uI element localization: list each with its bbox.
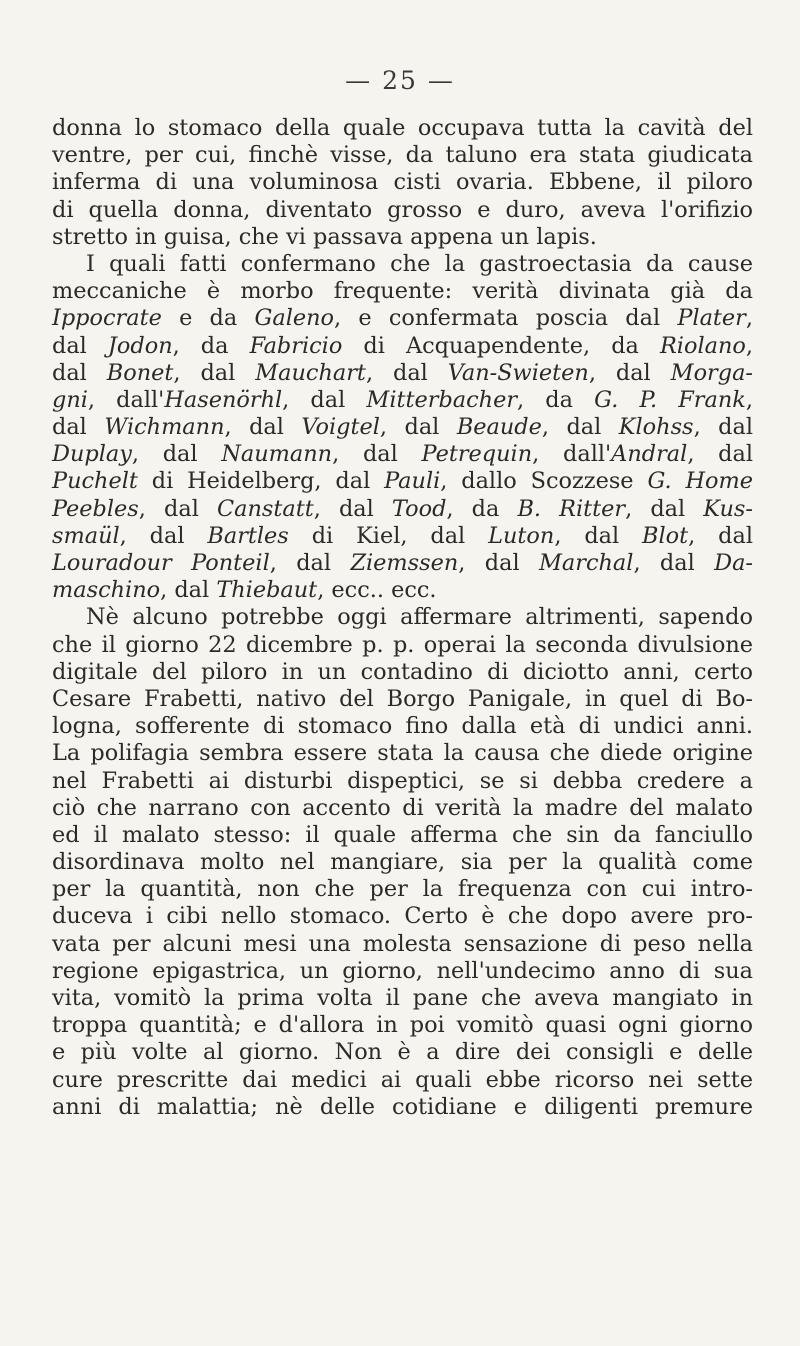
text-segment: , dal [588, 359, 671, 386]
text-segment: disordinava molto nel mangiare, sia per la qualità come [52, 849, 753, 876]
text-line [52, 577, 753, 604]
cited-author: B. Ritter [517, 495, 626, 522]
cited-author: Thiebaut [216, 577, 318, 604]
cited-author: gni [52, 386, 88, 413]
text-segment: , dal [138, 495, 217, 522]
text-line [52, 686, 753, 713]
text-line [52, 604, 753, 631]
text-segment: , dal [379, 414, 457, 441]
cited-author: Duplay [52, 441, 132, 468]
text-line [52, 468, 753, 495]
cited-author: Naumann [221, 441, 333, 468]
text-segment: duceva i cibi nello stomaco. Certo è che dopo avere pro- [52, 903, 753, 930]
text-line [52, 142, 753, 169]
text-line [52, 849, 753, 876]
cited-author: Louradour Ponteil [52, 550, 270, 576]
text-line [52, 958, 753, 985]
text-line [52, 414, 753, 441]
text-segment: , dal [365, 359, 448, 386]
text-segment: digitale del piloro in un contadino di diciotto anni, certo [52, 658, 753, 685]
text-segment: anni di malattia; nè delle cotidiane e diligenti premure [52, 1093, 753, 1120]
text-line [52, 251, 753, 278]
text-segment: , dal [687, 441, 754, 468]
cited-author: Andral [611, 441, 688, 468]
cited-author: Galeno [254, 305, 335, 332]
cited-author: Morga- [670, 359, 753, 386]
text-line [52, 278, 753, 305]
text-segment: , dal [119, 522, 208, 549]
paragraph [52, 604, 753, 1121]
text-line [52, 333, 753, 360]
text-line [52, 441, 753, 468]
paragraph [52, 115, 753, 251]
text-line [52, 1067, 753, 1094]
text-line [52, 822, 753, 849]
text-segment: , dallo Scozzese [440, 468, 648, 495]
text-line [52, 387, 753, 414]
cited-author: Van-Swieten [447, 359, 589, 386]
text-segment: Cesare Frabetti, nativo del Borgo Panigale, in quel di Bo- [52, 685, 753, 712]
text-segment: di Heidelberg, dal [137, 468, 385, 495]
text-segment: di quella donna, diventato grosso e duro, aveva l'orifizio [52, 196, 753, 223]
cited-author: Plater [677, 305, 746, 332]
text-segment: , dall' [532, 441, 612, 468]
cited-author: Klohss [618, 414, 694, 441]
cited-author: Marchal [538, 550, 634, 576]
text-line [52, 360, 753, 387]
text-segment: La polifagia sembra essere stata la causa che diede origine [52, 740, 753, 767]
text-segment: , [745, 332, 753, 359]
text-segment: , dal [313, 495, 392, 522]
text-line [52, 931, 753, 958]
text-segment: di Acquapendente, da [342, 332, 660, 359]
cited-author: Ziemssen [350, 550, 459, 576]
text-segment: , dal [688, 522, 753, 549]
text-line [52, 1012, 753, 1039]
text-segment: , [745, 386, 753, 413]
text-segment: dal [52, 359, 107, 386]
text-segment: nel Frabetti ai disturbi dispeptici, se si debba credere a [52, 767, 753, 794]
text-segment: di Kiel, dal [288, 522, 489, 549]
text-line [52, 768, 753, 795]
cited-author: Mitterbacher [366, 386, 518, 413]
cited-author: Canstatt [216, 495, 314, 522]
text-segment: meccaniche è morbo frequente: verità divinata già da [52, 278, 753, 305]
cited-author: Voigtel [301, 414, 380, 441]
text-line [52, 197, 753, 224]
text-segment: ed il malato stesso: il quale afferma che sin da fanciullo [52, 821, 753, 848]
cited-author: Riolano [659, 332, 746, 359]
cited-author: Peebles [52, 495, 139, 522]
text-segment: , dal [633, 550, 715, 576]
cited-author: Jodon [107, 332, 173, 359]
cited-author: Tood [391, 495, 447, 522]
text-segment: ciò che narrano con accento di verità la madre del malato [52, 794, 753, 821]
cited-author: Kus- [703, 495, 753, 522]
text-segment: e più volte al giorno. Non è a dire dei consigli e delle [52, 1039, 753, 1066]
text-segment: , dal [224, 414, 302, 441]
text-line [52, 1039, 753, 1066]
text-segment: , dal [332, 441, 422, 468]
text-segment: I quali fatti confermano che la gastroectasia da cause [86, 250, 753, 277]
text-line [52, 169, 753, 196]
text-segment: , dal [541, 414, 619, 441]
cited-author: Luton [488, 522, 555, 549]
text-segment: , dal [693, 414, 753, 441]
cited-author: smaül [52, 522, 120, 549]
text-line [52, 523, 753, 550]
text-segment: dal [52, 332, 108, 359]
page-number: — 25 — [345, 66, 455, 95]
text-segment: cure prescritte dai medici ai quali ebbe ricorso nei sette [52, 1066, 753, 1093]
paragraph [52, 251, 753, 604]
text-segment: ventre, per cui, finchè visse, da taluno era stata giudicata [52, 142, 753, 169]
cited-author: Beaude [456, 414, 542, 441]
text-line [52, 305, 753, 332]
cited-author: Da- [714, 550, 753, 576]
text-segment: Nè alcuno potrebbe oggi affermare altrimenti, sapendo [86, 604, 753, 631]
text-line [52, 985, 753, 1012]
text-segment: , dal [458, 550, 539, 576]
text-line [52, 876, 753, 903]
cited-author: Ippocrate [52, 305, 162, 332]
cited-author: Petrequin [421, 441, 533, 468]
text-segment: che il giorno 22 dicembre p. p. operai la seconda divulsione [52, 631, 753, 658]
text-segment: , dall' [87, 386, 165, 413]
cited-author: Fabricio [249, 332, 343, 359]
text-segment: , ecc.. ecc. [317, 577, 437, 604]
cited-author: Bartles [207, 522, 289, 549]
text-line [52, 224, 753, 251]
cited-author: Bonet [106, 359, 174, 386]
text-segment: inferma di una voluminosa cisti ovaria. Ebbene, il piloro [52, 169, 753, 196]
text-line [52, 1094, 753, 1121]
cited-author: Wichmann [104, 414, 225, 441]
text-line [52, 115, 753, 142]
text-segment: , dal [160, 577, 217, 604]
text-segment: dal [52, 414, 105, 441]
cited-author: Pauli [384, 468, 441, 495]
text-segment: , dal [282, 386, 367, 413]
text-segment: , e confermata poscia dal [334, 305, 678, 332]
text-line [52, 632, 753, 659]
text-segment: regione epigastrica, un giorno, nell'undecimo anno di sua [52, 957, 753, 984]
text-segment: , dal [554, 522, 643, 549]
text-line [52, 713, 753, 740]
text-segment: , dal [173, 359, 256, 386]
cited-author: maschino [52, 577, 161, 604]
text-segment: , da [446, 495, 518, 522]
text-segment: stretto in guisa, che vi passava appena un lapis. [52, 223, 597, 250]
text-segment: vita, vomitò la prima volta il pane che aveva mangiato in [52, 985, 753, 1011]
text-line [52, 550, 753, 577]
text-segment: vata per alcuni mesi una molesta sensazione di peso nella [52, 930, 753, 957]
text-segment: donna lo stomaco della quale occupava tutta la cavità del [52, 115, 753, 141]
cited-author: Blot [642, 522, 689, 549]
body-text [52, 115, 753, 1121]
text-segment: , [745, 305, 753, 332]
text-segment: troppa quantità; e d'allora in poi vomitò quasi ogni giorno [52, 1012, 753, 1039]
text-segment: , da [172, 332, 250, 359]
cited-author: Mauchart [255, 359, 366, 386]
cited-author: Hasenörhl [164, 386, 283, 413]
text-segment: , dal [625, 495, 704, 522]
text-segment: e da [161, 305, 255, 332]
text-segment: , dal [269, 550, 351, 576]
cited-author: Puchelt [52, 468, 138, 495]
text-line [52, 496, 753, 523]
text-line [52, 659, 753, 686]
cited-author: G. P. Frank [594, 386, 746, 413]
text-segment: logna, sofferente di stomaco fino dalla età di undici anni. [52, 713, 753, 740]
text-line [52, 903, 753, 930]
text-segment: , dal [131, 441, 222, 468]
text-line [52, 740, 753, 767]
text-segment: per la quantità, non che per la frequenza con cui intro- [52, 876, 753, 903]
cited-author: G. Home [647, 468, 754, 495]
text-segment: , da [517, 386, 595, 413]
text-line [52, 795, 753, 822]
